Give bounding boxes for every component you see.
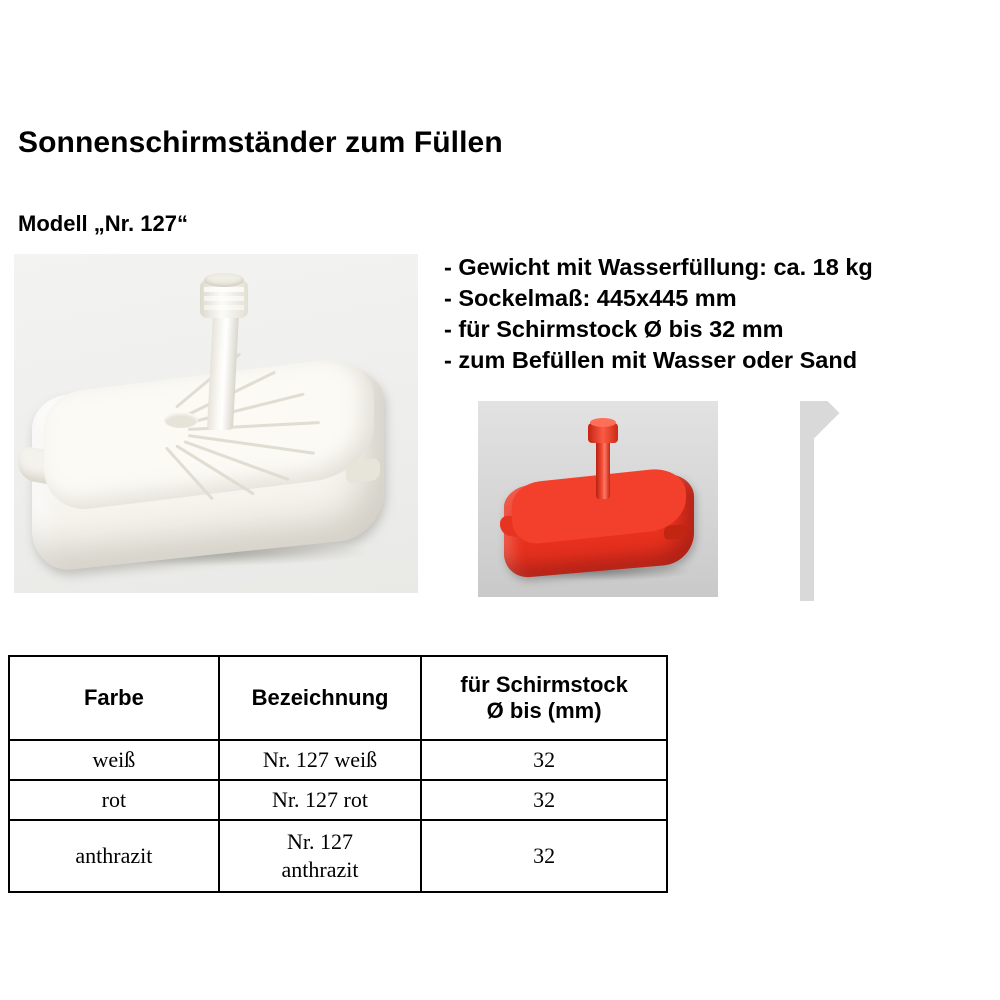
base-cap-top: [590, 418, 616, 427]
cell-schirmstock: 32: [421, 820, 667, 892]
table-row: [9, 740, 667, 780]
base-hub: [164, 412, 198, 428]
model-label: Modell „Nr. 127“: [18, 211, 188, 236]
column-header-schirmstock: [421, 656, 667, 740]
cell-bezeichnung: [219, 820, 421, 892]
specification-table-wrapper: [8, 655, 668, 893]
cell-schirmstock: 32: [421, 780, 667, 820]
cell-farbe: anthrazit: [9, 820, 219, 892]
white-umbrella-base-photo: [14, 254, 418, 593]
cell-farbe: rot: [9, 780, 219, 820]
cell-bezeichnung: Nr. 127 rot: [219, 780, 421, 820]
cell-bezeichnung-line2: anthrazit: [281, 857, 359, 882]
base-notch: [664, 524, 686, 540]
column-header-bezeichnung: Bezeichnung: [219, 656, 421, 740]
column-header-schirmstock-line2: Ø bis (mm): [486, 698, 602, 723]
column-header-schirmstock-line1: für Schirmstock: [460, 672, 628, 697]
spec-item-filling: - zum Befüllen mit Wasser oder Sand: [444, 347, 858, 373]
red-umbrella-base-photo: [478, 401, 718, 597]
specification-table: [8, 655, 668, 893]
table-row: [9, 780, 667, 820]
cropped-third-product-photo: [800, 401, 1000, 601]
base-cap-top: [204, 273, 244, 287]
table-row: [9, 820, 667, 892]
cell-bezeichnung: Nr. 127 weiß: [219, 740, 421, 780]
spec-list: [444, 252, 1000, 376]
spec-item-weight: - Gewicht mit Wasserfüllung: ca. 18 kg: [444, 254, 873, 280]
spec-item-pole-diameter: - für Schirmstock Ø bis 32 mm: [444, 316, 784, 342]
page-title: Sonnenschirmständer zum Füllen: [18, 126, 503, 159]
spec-item-base-size: - Sockelmaß: 445x445 mm: [444, 285, 737, 311]
cell-schirmstock: 32: [421, 740, 667, 780]
table-header-row: [9, 656, 667, 740]
cell-bezeichnung-line1: Nr. 127: [287, 829, 354, 854]
base-tube: [596, 437, 610, 499]
cell-farbe: weiß: [9, 740, 219, 780]
column-header-farbe: Farbe: [9, 656, 219, 740]
